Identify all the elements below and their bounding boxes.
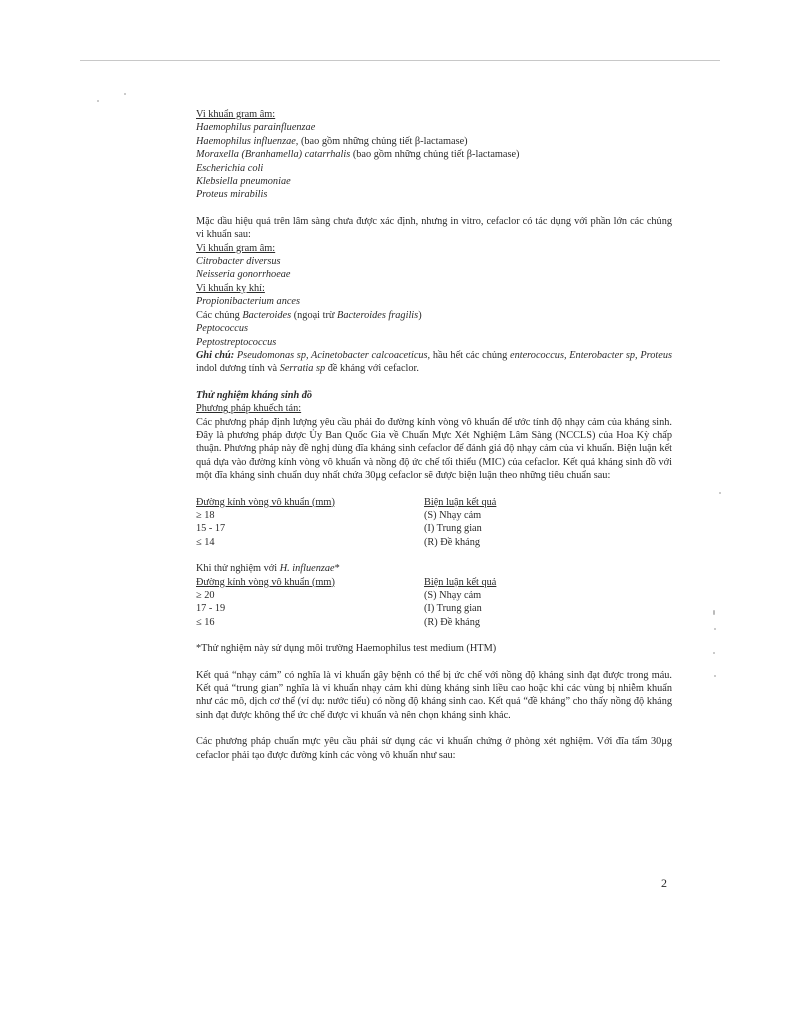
diffusion-method-paragraph: Các phương pháp định lượng yêu cầu phải đo đường kính vòng vô khuẩn để ước tính độ nhạy cảm của kháng sinh. Đây là phương pháp được Ủy Ban Quốc Gia về Chuẩn Mực Xét Nghiệm Lâm Sàng (NCCLS) của Hoa Kỳ chấp thuận. Phương pháp này đề nghị dùng đĩa kháng sinh cefaclor để đánh giá độ nhạy cảm của vi khuẩn. Biện luận kết quả dựa vào đường kính vòng vô khuẩn và nồng độ ức chế tối thiểu (MIC) của cefaclor. Kết quả kháng sinh đồ với một đĩa kháng sinh chuẩn duy nhất chứa 30μg cefaclor sẽ được biện luận theo những tiêu chuẩn sau: [196, 416, 672, 482]
scan-speck [713, 610, 715, 615]
table-row: ≤ 14 (R) Đề kháng [196, 536, 481, 548]
table-row: 17 - 19 (I) Trung gian [196, 603, 482, 615]
diffusion-method-heading: Phương pháp khuếch tán: [196, 403, 302, 415]
interpretation-paragraph: Kết quả “nhạy cảm” có nghĩa là vi khuẩn gây bệnh có thể bị ức chế với nồng độ kháng sinh đạt được trong máu. Kết quả “trung gian” nghĩa là vi khuẩn nhạy cảm khi dùng kháng sinh liều cao hoặc khi các vùng bị nhiễm khuẩn như các mô, dịch cơ thể (ví dụ: nước tiểu) có nồng độ kháng sinh cao. Kết quả “đề kháng” cho thấy nồng độ kháng sinh đạt được không thể ức chế được vi khuẩn và nên chọn kháng sinh khác. [196, 669, 672, 721]
list-item: Haemophilus parainfluenzae [196, 122, 316, 134]
scan-speck [714, 628, 716, 630]
list-item: Citrobacter diversus [196, 256, 281, 268]
list-item: Propionibacterium ances [196, 296, 300, 308]
gram-negative-heading: Vi khuẩn gram âm: [196, 109, 276, 120]
scan-speck [97, 100, 99, 102]
top-rule [80, 60, 720, 61]
table-header: Đường kính vòng vô khuẩn (mm) Biện luận kết quả [196, 576, 497, 588]
list-item: Peptococcus [196, 323, 249, 335]
scan-speck [713, 652, 715, 654]
list-item: Escherichia coli [196, 162, 264, 174]
list-item: Moraxella (Branhamella) catarrhalis (bao gồm những chủng tiết β-lactamase) [196, 149, 520, 161]
scan-speck [714, 675, 716, 677]
htm-footnote: *Thử nghiệm này sử dụng môi trường Haemophilus test medium (HTM) [196, 643, 497, 655]
gram-negative-heading-2: Vi khuẩn gram âm: [196, 242, 276, 254]
table-row: 15 - 17 (I) Trung gian [196, 523, 482, 535]
h-influenzae-intro: Khi thử nghiệm với H. influenzae* [196, 563, 340, 575]
table-row: ≥ 20 (S) Nhạy cảm [196, 590, 482, 601]
page-number: 2 [661, 876, 667, 890]
document-body [196, 108, 672, 762]
list-item: Các chủng Bacteroides (ngoại trừ Bacteroides fragilis) [196, 309, 422, 321]
table-header: Đường kính vòng vô khuẩn (mm) Biện luận kết quả [196, 496, 497, 508]
anaerobic-heading: Vi khuẩn kỵ khí: [196, 282, 265, 294]
list-item: Proteus mirabilis [196, 189, 268, 201]
list-item: Neisseria gonorrhoeae [196, 269, 291, 281]
list-item: Peptostreptococcus [196, 336, 277, 348]
standard-method-paragraph: Các phương pháp chuẩn mực yêu cầu phải sử dụng các vi khuẩn chứng ở phòng xét nghiệm. Với đĩa tẩm 30μg cefaclor phải tạo được đường kính các vòng vô khuẩn như sau: [196, 736, 672, 761]
resistance-note: Ghi chú: Pseudomonas sp, Acinetobacter calcoaceticus, hầu hết các chủng enterococcus, Enterobacter sp, Proteus indol dương tính và Serratia sp đề kháng với cefaclor. [196, 349, 672, 375]
table-row: ≤ 16 (R) Đề kháng [196, 616, 481, 628]
list-item: Haemophilus influenzae, (bao gồm những chủng tiết β-lactamase) [196, 135, 468, 147]
scan-speck [719, 492, 721, 494]
list-item: Klebsiella pneumoniae [196, 176, 291, 188]
scan-speck [124, 93, 126, 95]
table-row: ≥ 18 (S) Nhạy cảm [196, 509, 482, 521]
invitro-paragraph: Mặc dầu hiệu quả trên lâm sàng chưa được xác định, nhưng in vitro, cefaclor có tác dụng với phần lớn các chủng vi khuẩn sau: [196, 215, 672, 241]
susceptibility-test-heading: Thử nghiệm kháng sinh đồ [196, 389, 313, 401]
